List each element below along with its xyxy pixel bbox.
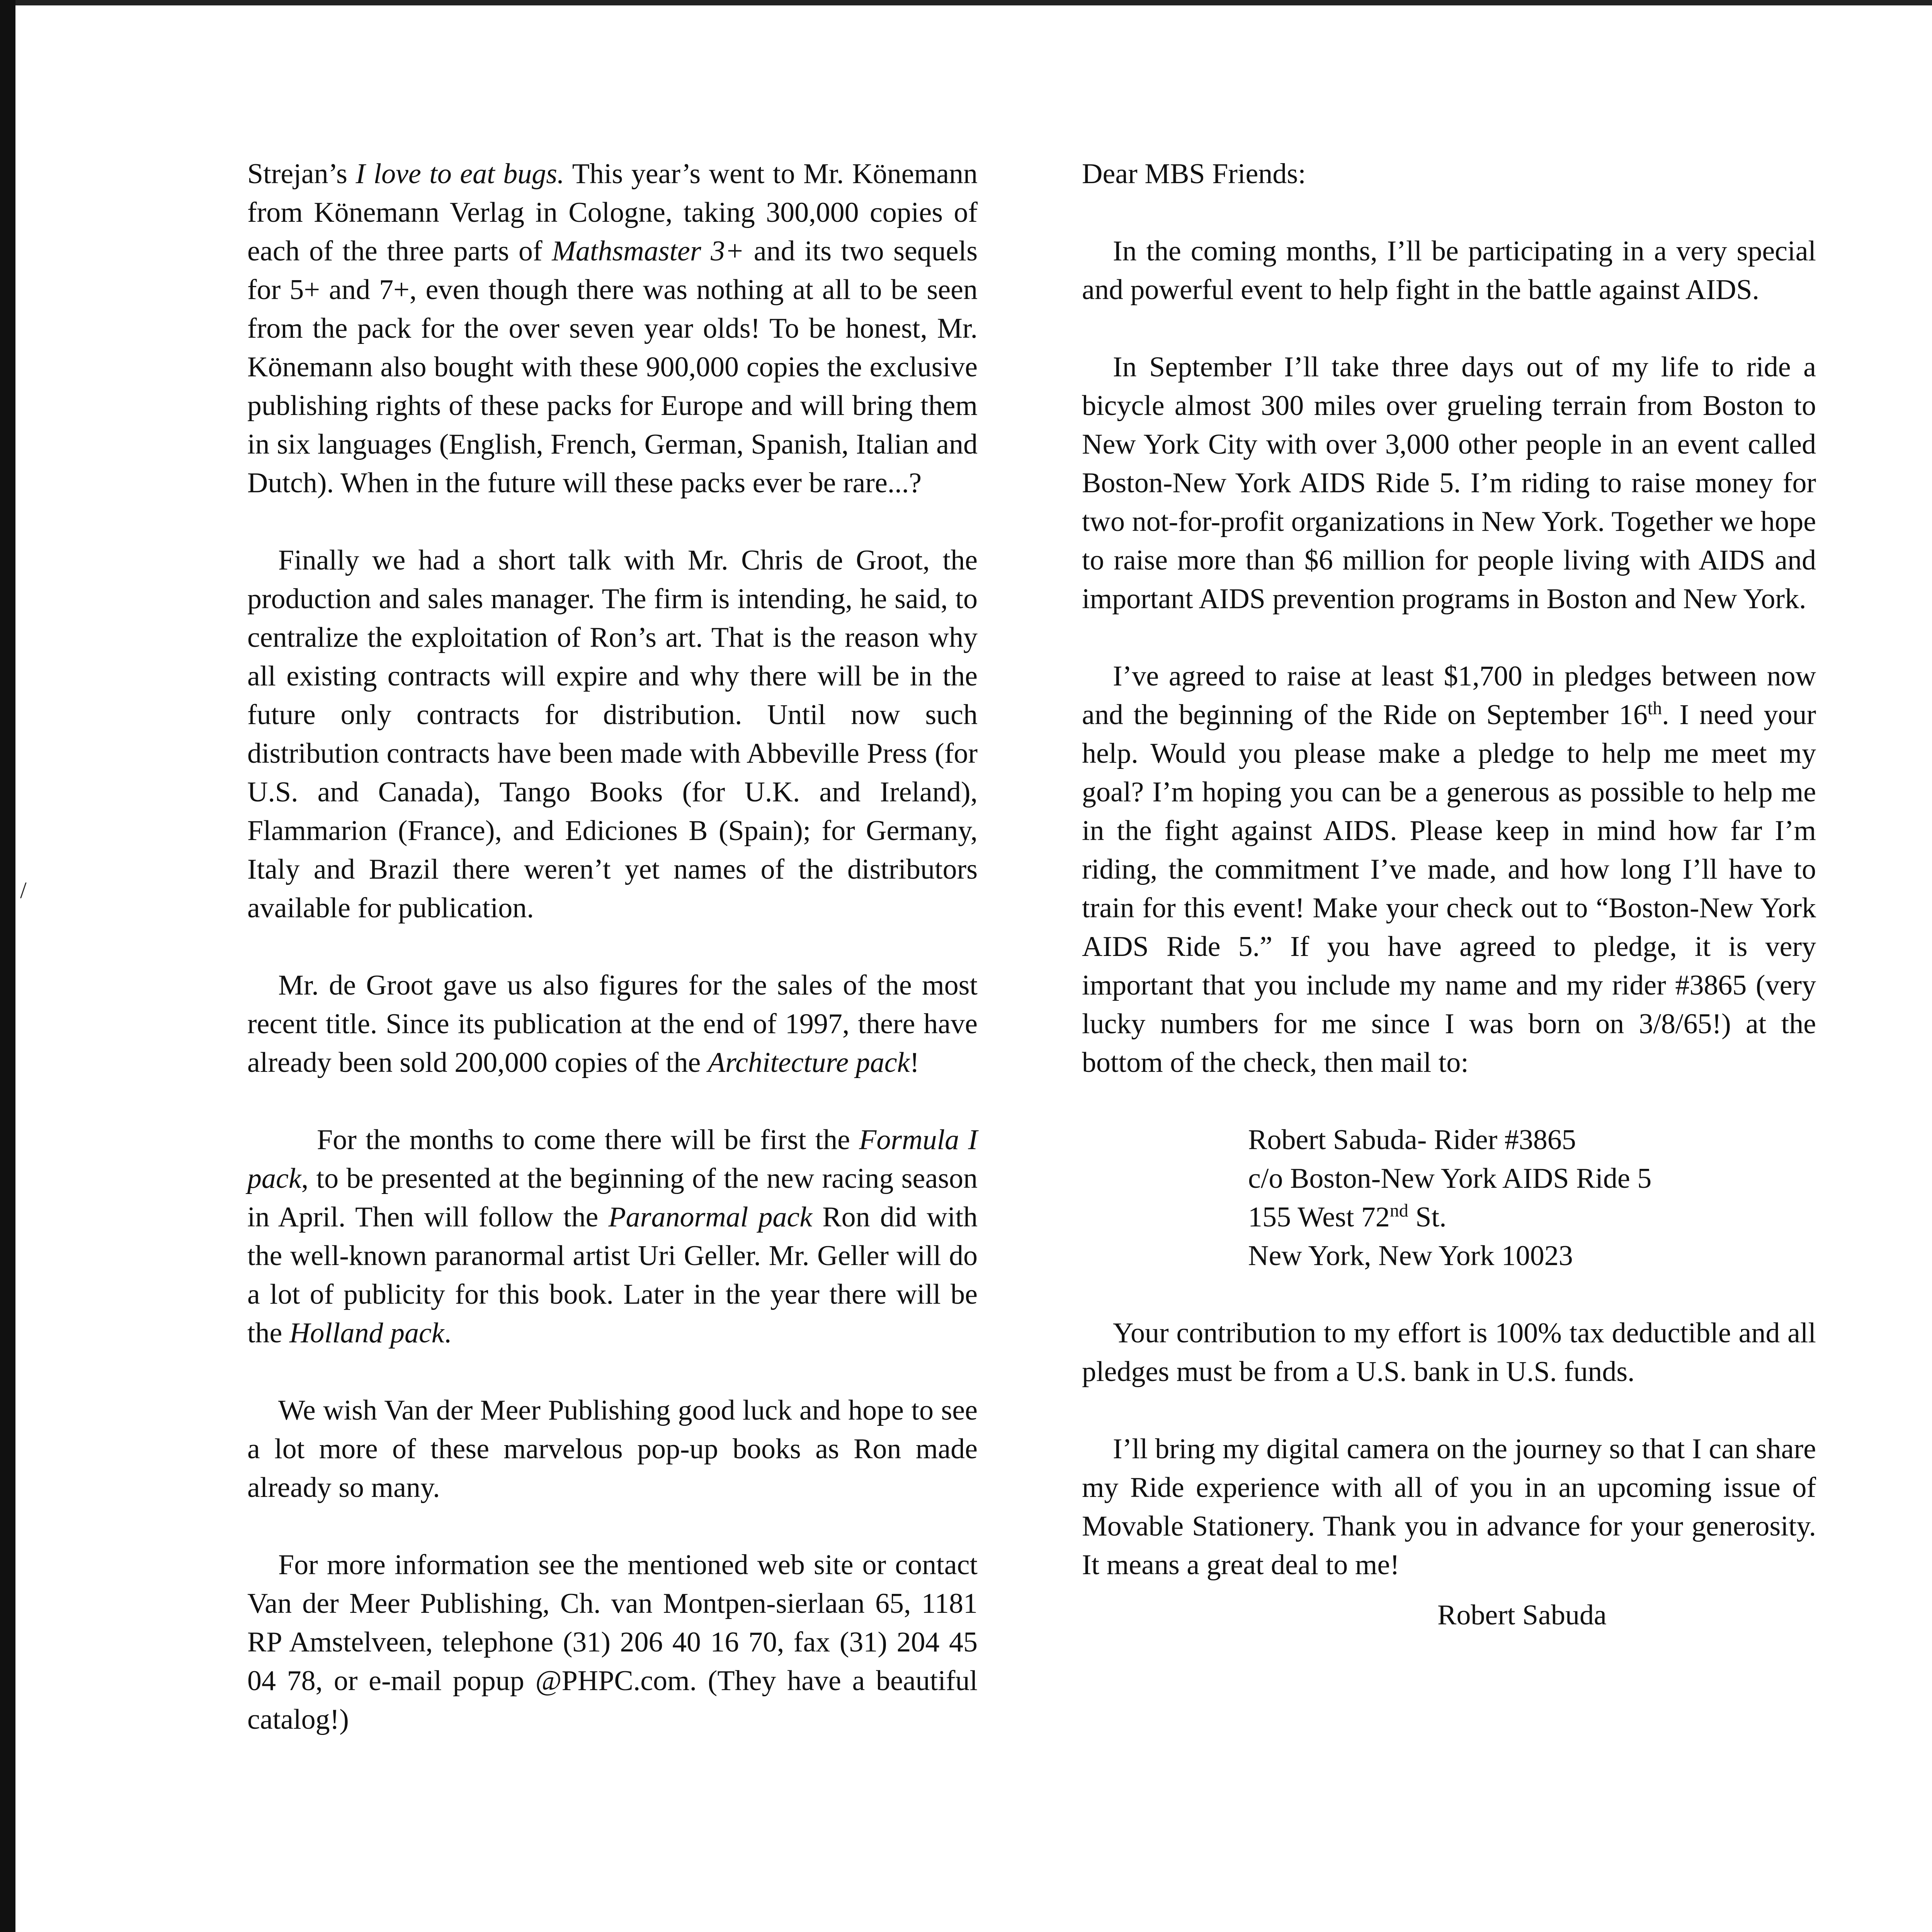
left-column: [247, 155, 978, 1932]
left-paragraph-1: Strejan’s I love to eat bugs. This year’s went to Mr. Könemann from Könemann Verlag in Cologne, taking 300,000 copies of each of the three parts of Mathsmaster 3+ and its two sequels for 5+ and 7+, even though there was nothing at all to be seen from the pack for the over seven year olds! To be honest, Mr. Könemann also bought with these 900,000 copies the exclusive publishing rights of these packs for Europe and will bring them in six languages (English, French, German, Spanish, Italian and Dutch). When in the future will these packs ever be rare...?: [247, 158, 978, 499]
margin-mark: /: [20, 878, 27, 903]
right-paragraph-3: I’ve agreed to raise at least $1,700 in pledges between now and the beginning of the Ride on September 16th. I need your help. Would you please make a pledge to help me meet my goal? I’m hoping you can be a generous as possible to help me in the fight against AIDS. Please keep in mind how far I’m riding, the commitment I’ve made, and how long I’ll have to train for this event! Make your check out to “Boston-New York AIDS Ride 5.” If you have agreed to pledge, it is very important that you include my name and my rider #3865 (very lucky numbers for me since I was born on 3/8/65!) at the bottom of the check, then mail to:: [1082, 660, 1816, 1078]
address-line-1: Robert Sabuda- Rider #3865: [1248, 1124, 1576, 1156]
scan-edge-left: [0, 0, 15, 1932]
left-paragraph-2: Finally we had a short talk with Mr. Chris de Groot, the production and sales manager. The firm is intending, he said, to centralize the exploitation of Ron’s art. That is the reason why all existing contracts will expire and why there will be in the future only contracts for distribution. Until now such distribution contracts have been made with Abbeville Press (for U.S. and Canada), Tango Books (for U.K. and Ireland), Flammarion (France), and Ediciones B (Spain); for Germany, Italy and Brazil there weren’t yet names of the distributors available for publication.: [247, 544, 978, 924]
left-paragraph-3: Mr. de Groot gave us also figures for the sales of the most recent title. Since its publication at the end of 1997, there have already been sold 200,000 copies of the Architecture pack!: [247, 969, 978, 1078]
left-paragraph-6: For more information see the mentioned web site or contact Van der Meer Publishing, Ch. van Montpen-sierlaan 65, 1181 RP Amstelveen, telephone (31) 206 40 16 70, fax (31) 204 45 04 78, or e-mail popup @PHPC.com. (They have a beautiful catalog!): [247, 1549, 978, 1735]
right-column: [1082, 155, 1816, 1932]
right-paragraph-2: In September I’ll take three days out of my life to ride a bicycle almost 300 miles over grueling terrain from Boston to New York City with over 3,000 other people in an event called Boston-New York AIDS Ride 5. I’m riding to raise money for two not-for-profit organizations in New York. Together we hope to raise more than $6 million for people living with AIDS and important AIDS prevention programs in Boston and New York.: [1082, 351, 1816, 615]
address-line-4: New York, New York 10023: [1248, 1240, 1573, 1272]
right-paragraph-1: In the coming months, I’ll be participating in a very special and powerful event to help fight in the battle against AIDS.: [1082, 235, 1816, 306]
left-paragraph-4: For the months to come there will be first the Formula I pack, to be presented at the beginning of the new racing season in April. Then will follow the Paranormal pack Ron did with the well-known paranormal artist Uri Geller. Mr. Geller will do a lot of publicity for this book. Later in the year there will be the Holland pack.: [247, 1124, 978, 1349]
scan-edge-top: [0, 0, 1932, 5]
address-line-3: 155 West 72nd St.: [1248, 1200, 1447, 1233]
signature: Robert Sabuda: [1437, 1599, 1607, 1631]
letter-salutation: Dear MBS Friends:: [1082, 158, 1306, 190]
right-paragraph-5: I’ll bring my digital camera on the journey so that I can share my Ride experience with all of you in an upcoming issue of Movable Stationery. Thank you in advance for your generosity. It means a great deal to me!: [1082, 1433, 1816, 1581]
right-paragraph-4: Your contribution to my effort is 100% tax deductible and all pledges must be from a U.S. bank in U.S. funds.: [1082, 1317, 1816, 1388]
mailing-address: [1248, 1121, 1816, 1275]
address-line-2: c/o Boston-New York AIDS Ride 5: [1248, 1163, 1652, 1194]
left-paragraph-5: We wish Van der Meer Publishing good luck and hope to see a lot more of these marvelous pop-up books as Ron made already so many.: [247, 1395, 978, 1503]
